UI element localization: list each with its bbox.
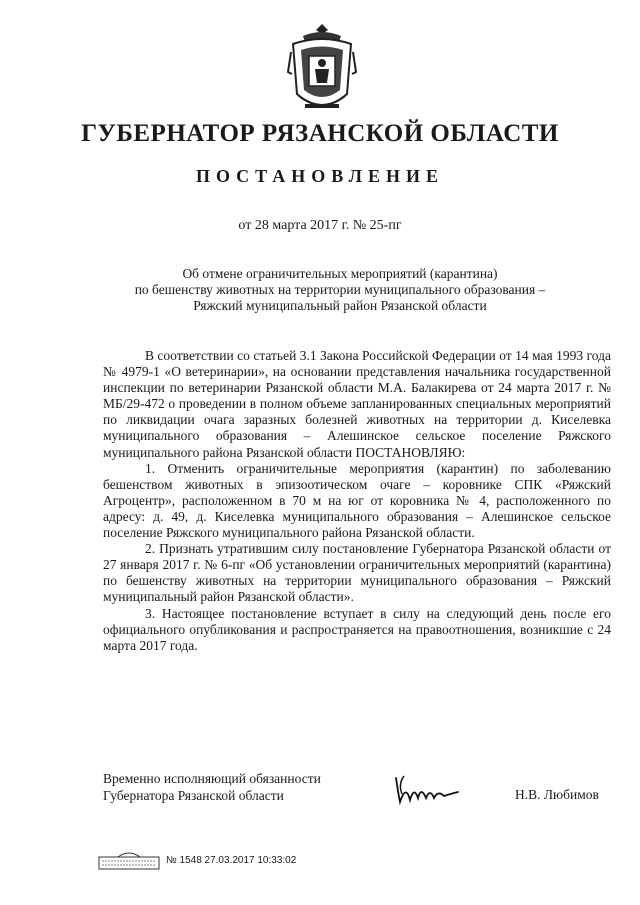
signatory-position-line-2: Губернатора Рязанской области <box>103 788 284 803</box>
body-paragraph-preamble: В соответствии со статьей 3.1 Закона Российской Федерации от 14 мая 1993 года № 4979-1 «О ветеринарии», на основании представления начальника государственной инспекции по ветеринарии Рязанской области М.А. Балакирева от 24 марта 2017 г. № МБ/29-472 о проведении в полном объеме запланированных специальных мероприятий по ликвидации очага заразных болезней животных на территории д. Киселевка муниципального образования – Алешинское сельское поселение Ряжского муниципального района Рязанской области ПОСТАНОВЛЯЮ: <box>103 348 611 460</box>
body-paragraph-3: 3. Настоящее постановление вступает в силу на следующий день после его официального опубликования и распространяется на правоотношения, возникшие с 24 марта 2017 года. <box>103 605 611 653</box>
signatory-position <box>103 770 321 804</box>
handwritten-signature <box>392 770 482 810</box>
coat-of-arms-icon <box>287 22 357 114</box>
authority-heading: ГУБЕРНАТОР РЯЗАНСКОЙ ОБЛАСТИ <box>81 120 559 147</box>
subject-line-1: Об отмене ограничительных мероприятий (карантина) <box>182 266 498 281</box>
date-number-line: от 28 марта 2017 г. № 25-пг <box>238 218 402 233</box>
signatory-name: Н.В. Любимов <box>515 787 599 802</box>
decree-subject <box>80 266 600 314</box>
registration-number: № 1548 27.03.2017 10:33:02 <box>166 855 297 866</box>
body-paragraph-2: 2. Признать утратившим силу постановление Губернатора Рязанской области от 27 января 2017 г. № 6-пг «Об установлении ограничительных мероприятий (карантина) по бешенству животных на территории муниципального образования – Ряжский муниципальный район Рязанской области». <box>103 541 611 605</box>
signatory-position-line-1: Временно исполняющий обязанности <box>103 771 321 786</box>
registry-stamp-icon <box>98 851 160 871</box>
body-paragraph-1: 1. Отменить ограничительные мероприятия (карантин) по заболеванию бешенством животных в эпизоотическом очаге – коровнике СПК «Ряжский Агроцентр», расположенном в 70 м на юг от коровника № 4, расположенного по адресу: д. 49, д. Киселевка муниципального образования – Алешинское сельское поселение Ряжского муниципального района Рязанской области. <box>103 460 611 541</box>
decree-body <box>103 348 611 654</box>
subject-line-3: Ряжский муниципальный район Рязанской области <box>193 298 487 313</box>
document-type-heading: ПОСТАНОВЛЕНИЕ <box>195 166 445 186</box>
subject-line-2: по бешенству животных на территории муниципального образования – <box>134 282 546 297</box>
